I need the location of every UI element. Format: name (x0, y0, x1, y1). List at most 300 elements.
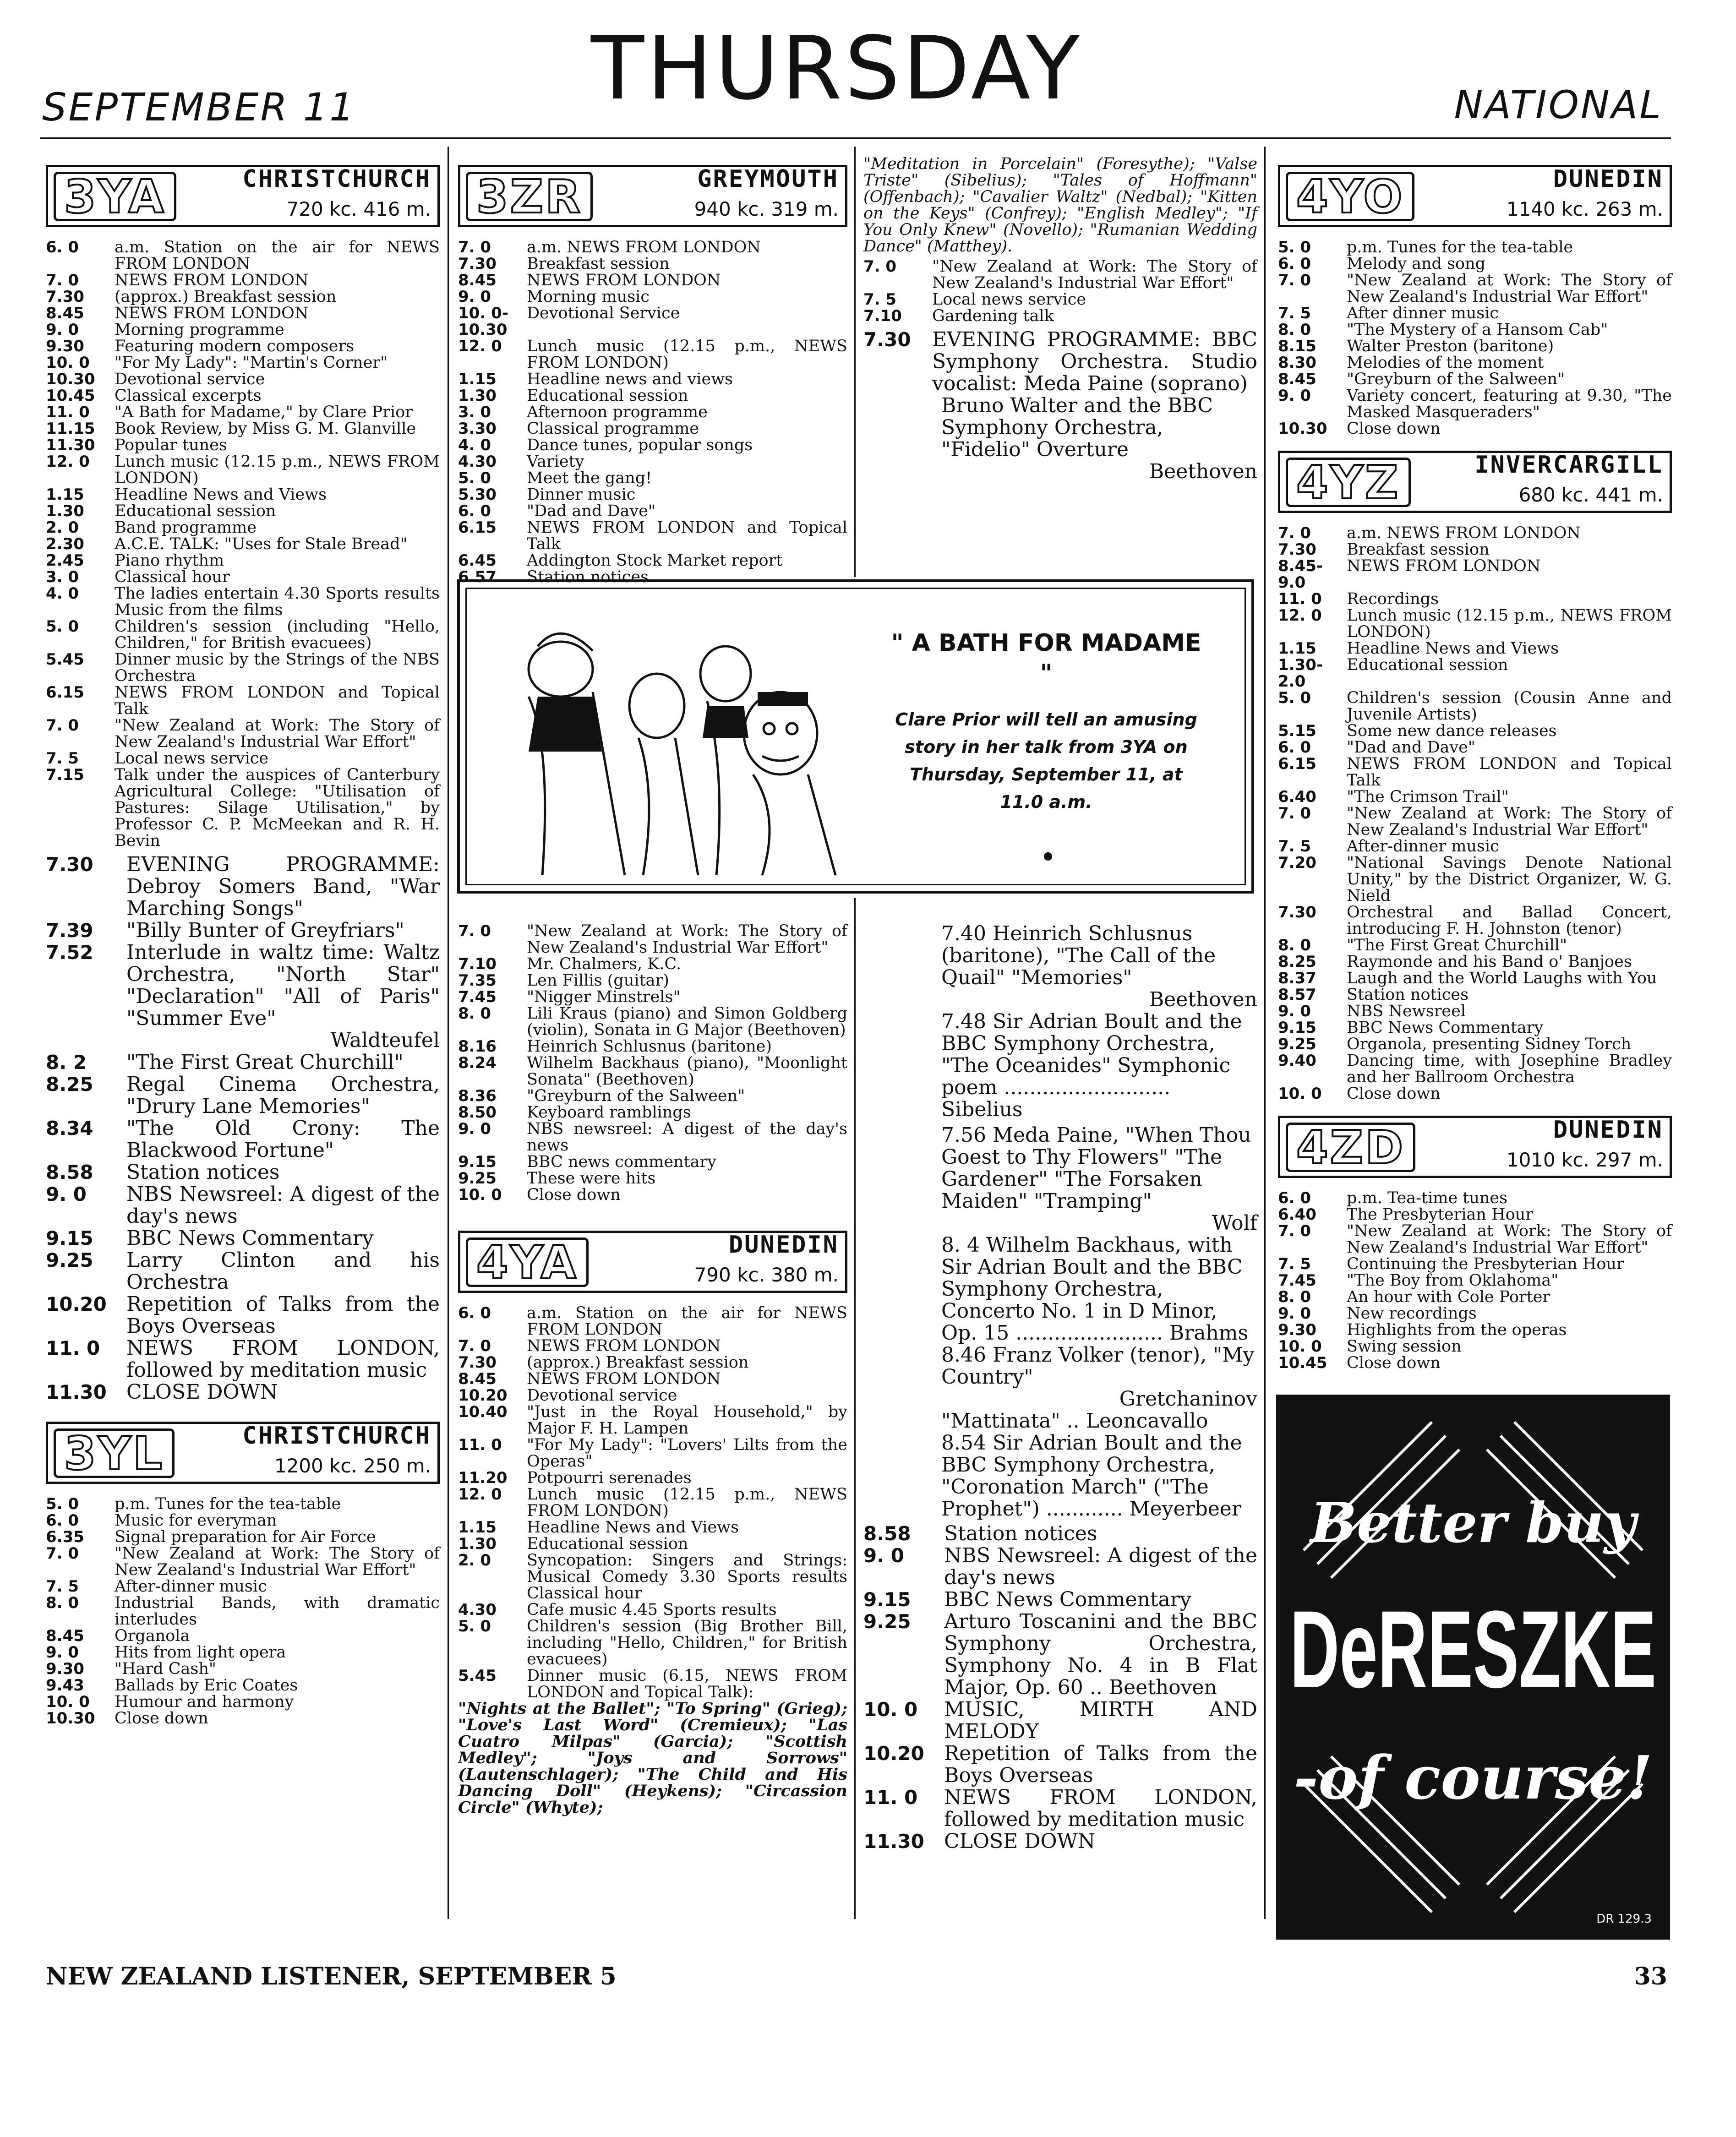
schedule-text: Station notices (126, 1161, 280, 1184)
schedule-text: Len Fillis (guitar) (527, 971, 669, 990)
schedule-text: Popular tunes (115, 436, 227, 454)
ad-brand: DeRESZKE (1289, 1587, 1657, 1711)
schedule-time: 11.30 (46, 1381, 107, 1403)
schedule-time: 7. 0 (46, 1544, 79, 1563)
schedule-list (1278, 525, 1672, 1102)
schedule-text: Morning music (527, 288, 650, 306)
schedule-text: "Nigger Minstrels" (527, 988, 681, 1006)
schedule-row (458, 1519, 847, 1536)
schedule-row (46, 404, 440, 420)
schedule-row (46, 1118, 440, 1161)
schedule-text: NEWS FROM LONDON (527, 271, 721, 289)
schedule-time: 8.24 (458, 1054, 497, 1072)
bullet-dot (1044, 852, 1052, 861)
schedule-row (46, 1677, 440, 1694)
schedule-time: 9. 0 (46, 1643, 79, 1662)
schedule-time: 6. 0 (458, 1304, 491, 1322)
schedule-time: 7.15 (46, 766, 84, 784)
schedule-time: 8.37 (1278, 969, 1316, 987)
schedule-time: 5. 0 (46, 1495, 79, 1513)
schedule-row (458, 256, 847, 272)
schedule-text: p.m. Tunes for the tea-table (115, 1495, 341, 1513)
schedule-text: Repetition of Talks from the Boys Overseas (126, 1292, 440, 1338)
station-header-4zd (1278, 1116, 1672, 1178)
schedule-text: "For My Lady": "Martin's Corner" (115, 354, 388, 372)
schedule-time: 8.58 (46, 1161, 93, 1183)
schedule-text: Mr. Chalmers, K.C. (527, 955, 682, 973)
schedule-row (46, 767, 440, 849)
schedule-row (1278, 322, 1672, 338)
schedule-time: 9. 0 (458, 288, 491, 306)
schedule-time: 8.45 (46, 1627, 84, 1645)
schedule-row (46, 437, 440, 453)
schedule-text: "The First Great Churchill" (1347, 936, 1567, 954)
schedule-row (1278, 904, 1672, 937)
schedule-time: 11.15 (46, 420, 95, 438)
station-header-4ya (458, 1231, 847, 1293)
programme-item: 7.40 Heinrich Schlusnus (baritone), "The Call of the Quail" "Memories" (941, 922, 1216, 989)
evening-schedule (46, 854, 440, 1403)
schedule-text: MUSIC, MIRTH AND MELODY (944, 1698, 1257, 1743)
station-header-4yz (1278, 451, 1672, 513)
schedule-row (46, 420, 440, 437)
header-rule (40, 137, 1671, 139)
schedule-row (458, 1338, 847, 1354)
schedule-row (1278, 805, 1672, 838)
schedule-time: 5. 0 (458, 1617, 491, 1635)
schedule-time: 8.25 (1278, 953, 1316, 971)
schedule-row (1278, 387, 1672, 420)
schedule-text: NEWS FROM LONDON (527, 1370, 721, 1388)
schedule-time: 4.30 (458, 452, 497, 471)
schedule-row (1278, 789, 1672, 805)
schedule-time: 5.15 (1278, 722, 1316, 740)
advertisement (1276, 1395, 1670, 1940)
schedule-row (458, 387, 847, 404)
composer: Gretchaninov (1119, 1387, 1257, 1411)
schedule-time: 7.30 (46, 288, 84, 306)
schedule-text: Organola (115, 1627, 190, 1645)
schedule-time: 9. 0 (1278, 1304, 1311, 1323)
schedule-row (458, 289, 847, 305)
station-header-3yl (46, 1422, 440, 1484)
schedule-text: "New Zealand at Work: The Story of New Zealand's Industrial War Effort" (1347, 1222, 1672, 1257)
schedule-row (1278, 1256, 1672, 1272)
schedule-time: 6.15 (46, 683, 84, 702)
schedule-row (46, 1545, 440, 1578)
schedule-row (458, 404, 847, 420)
schedule-time: 9.15 (458, 1153, 497, 1171)
schedule-row (1278, 756, 1672, 789)
station-city: INVERCARGILL (1474, 451, 1663, 479)
schedule-row (1278, 558, 1672, 591)
schedule-text: Headline News and Views (115, 485, 327, 504)
page-header (0, 0, 1736, 147)
schedule-row (458, 1055, 847, 1088)
schedule-text: Cafe music 4.45 Sports results (527, 1601, 777, 1619)
schedule-time: 10.30 (46, 1709, 95, 1728)
schedule-time: 11.20 (458, 1469, 508, 1487)
schedule-time: 7.30 (1278, 540, 1316, 559)
schedule-text: "National Savings Denote National Unity," by the District Organizer, W. G. Nield (1347, 854, 1672, 905)
schedule-list (458, 923, 847, 1203)
evening-programme: 7.30 EVENING PROGRAMME: BBC Symphony Orchestra. Studio vocalist: Meda Paine (soprano) Bruno Walter and the BBC Symphony Orchestra, "Fidelio" Overture Beethoven (863, 328, 1257, 483)
column-4ya (458, 923, 847, 1816)
ad-slogan: Better buy (1310, 1491, 1636, 1555)
programme-item: 7.56 Meda Paine, "When Thou Goest to Thy Flowers" "The Gardener" "The Forsaken Maiden" "Tramping" (941, 1123, 1251, 1213)
schedule-row (1278, 256, 1672, 272)
schedule-row (46, 585, 440, 618)
schedule-row (46, 1183, 440, 1227)
schedule-text: Devotional service (527, 1386, 677, 1405)
schedule-text: NBS Newsreel: A digest of the day's news (126, 1183, 440, 1228)
schedule-row (863, 1699, 1257, 1743)
schedule-row (1278, 723, 1672, 739)
schedule-time: 7.45 (458, 988, 497, 1006)
schedule-text: After-dinner music (115, 1577, 267, 1596)
schedule-row (46, 1337, 440, 1381)
schedule-text: An hour with Cole Porter (1347, 1288, 1550, 1306)
schedule-time: 10.30 (1278, 420, 1327, 438)
schedule-time: 5. 0 (46, 617, 79, 636)
schedule-time: 8.45 (458, 271, 497, 289)
schedule-time: 7.39 (46, 919, 93, 942)
station-callsign: 4YA (466, 1237, 589, 1287)
schedule-time: 12. 0 (1278, 606, 1322, 625)
schedule-row (46, 239, 440, 272)
schedule-time: 6. 0 (1278, 255, 1311, 273)
column-divider (854, 147, 856, 577)
schedule-text: Interlude in waltz time: Waltz Orchestra, "North Star" "Declaration" "All of Paris" "Summer Eve" (126, 941, 440, 1030)
schedule-time: 7. 0 (458, 1337, 491, 1355)
schedule-time: 4.30 (458, 1601, 497, 1619)
schedule-list (46, 1496, 440, 1727)
schedule-text: Regal Cinema Orchestra, "Drury Lane Memories" (126, 1073, 440, 1118)
schedule-time: 7. 0 (863, 257, 897, 276)
schedule-text: After dinner music (1347, 304, 1499, 322)
schedule-row (1278, 1289, 1672, 1305)
schedule-time: 12. 0 (46, 452, 90, 471)
station-frequency: 940 kc. 319 m. (694, 198, 839, 220)
schedule-text: Educational session (115, 502, 276, 520)
schedule-text: "Dad and Dave" (527, 502, 656, 520)
schedule-text: Lili Kraus (piano) and Simon Goldberg (violin), Sonata in G Major (Beethoven) (527, 1004, 847, 1039)
column-dunedin (1278, 165, 1672, 1371)
schedule-time: 11. 0 (1278, 590, 1322, 608)
schedule-time: 7.30 (458, 1353, 497, 1372)
schedule-row (863, 258, 1257, 291)
schedule-time: 7.45 (1278, 1271, 1316, 1290)
schedule-time: 9. 0 (1278, 1002, 1311, 1020)
schedule-time: 5.30 (458, 485, 497, 504)
schedule-text: NEWS FROM LONDON (1347, 557, 1541, 575)
schedule-text: Dinner music (6.15, NEWS FROM LONDON and Topical Talk): (527, 1667, 847, 1701)
schedule-list (46, 239, 440, 849)
schedule-text: Piano rhythm (115, 551, 224, 570)
schedule-text: Breakfast session (527, 255, 670, 273)
schedule-text: Band programme (115, 518, 257, 537)
programme-item: 8.54 Sir Adrian Boult and the BBC Symphony Orchestra, "Coronation March" ("The Prophet") ............ Meyerbeer (941, 1431, 1242, 1521)
schedule-time: 8.30 (1278, 354, 1316, 372)
header-day: THURSDAY (591, 18, 1082, 119)
schedule-row (1278, 970, 1672, 987)
schedule-time: 7. 5 (1278, 837, 1311, 856)
schedule-text: Close down (1347, 420, 1441, 438)
schedule-row (1278, 855, 1672, 904)
schedule-text: p.m. Tea-time tunes (1347, 1189, 1508, 1207)
schedule-time: 10.45 (1278, 1354, 1327, 1372)
station-city: DUNEDIN (1553, 1116, 1663, 1144)
schedule-list (458, 239, 847, 585)
schedule-text: Station notices (527, 568, 649, 586)
schedule-text: a.m. NEWS FROM LONDON (527, 238, 761, 256)
schedule-time: 6.57 (458, 568, 497, 586)
schedule-row (1278, 1052, 1672, 1085)
column-divider (1264, 147, 1266, 1919)
schedule-row (1278, 1019, 1672, 1036)
schedule-time: 2. 0 (458, 1551, 491, 1570)
schedule-list (863, 1523, 1257, 1853)
composer: Beethoven (1149, 460, 1257, 483)
schedule-row (46, 651, 440, 684)
schedule-row (1278, 1206, 1672, 1223)
schedule-text: Humour and harmony (115, 1693, 294, 1711)
schedule-text: Breakfast session (1347, 540, 1490, 559)
schedule-text: Featuring modern composers (115, 337, 355, 355)
programme-item: Bruno Walter and the BBC Symphony Orchestra, "Fidelio" Overture (941, 394, 1213, 461)
schedule-row (46, 1227, 440, 1249)
station-frequency: 1200 kc. 250 m. (274, 1455, 431, 1477)
station-city: GREYMOUTH (697, 165, 839, 193)
schedule-text: Variety concert, featuring at 9.30, "The Masked Masqueraders" (1347, 387, 1672, 421)
schedule-text: Variety (527, 452, 584, 471)
schedule-time: 6. 0 (1278, 1189, 1311, 1207)
header-date: SEPTEMBER 11 (42, 85, 356, 130)
schedule-time: 8.36 (458, 1087, 497, 1105)
schedule-row (46, 1694, 440, 1710)
schedule-text: "The Boy from Oklahoma" (1347, 1271, 1559, 1290)
schedule-text: Afternoon programme (527, 403, 708, 421)
schedule-text: Close down (1347, 1085, 1441, 1103)
schedule-row (1278, 420, 1672, 437)
station-city: DUNEDIN (1553, 165, 1663, 193)
schedule-time: 5.45 (46, 650, 84, 669)
schedule-time: 10. 0 (46, 354, 90, 372)
promo-box (457, 579, 1254, 894)
schedule-time: 1.30-2.0 (1278, 656, 1323, 691)
schedule-row (1278, 338, 1672, 354)
schedule-time: 7.20 (1278, 854, 1316, 872)
header-network: NATIONAL (1454, 82, 1663, 127)
schedule-time: 8.45 (1278, 370, 1316, 388)
schedule-time: 9.25 (458, 1169, 497, 1188)
station-header-3ya (46, 165, 440, 227)
schedule-time: 7. 0 (1278, 271, 1311, 289)
schedule-time: 9.30 (46, 1660, 84, 1678)
schedule-time: 7.30 (1278, 903, 1316, 921)
schedule-text: "The Crimson Trail" (1347, 788, 1509, 806)
schedule-time: 7.52 (46, 941, 93, 964)
schedule-row (863, 1611, 1257, 1699)
schedule-time: 8. 0 (1278, 321, 1311, 339)
schedule-time: 2.30 (46, 535, 84, 553)
schedule-text: Raymonde and his Band o' Banjoes (1347, 953, 1632, 971)
schedule-time: 6. 0 (458, 502, 491, 520)
schedule-row (1278, 371, 1672, 387)
schedule-text: NEWS FROM LONDON and Topical Talk (527, 518, 847, 553)
schedule-time: 7. 0 (458, 238, 491, 256)
ad-tagline: -of course! (1294, 1743, 1653, 1813)
schedule-row (458, 1536, 847, 1552)
schedule-row (1278, 987, 1672, 1003)
schedule-time: 9.25 (863, 1610, 911, 1633)
schedule-time: 11.30 (46, 436, 95, 454)
schedule-text: Heinrich Schlusnus (baritone) (527, 1037, 772, 1056)
schedule-row (1278, 354, 1672, 371)
schedule-row (1278, 838, 1672, 855)
schedule-time: 1.15 (46, 485, 84, 504)
schedule-time: 10.45 (46, 387, 95, 405)
schedule-row (46, 519, 440, 536)
schedule-time: 1.30 (458, 387, 497, 405)
schedule-row (46, 486, 440, 503)
schedule-text: "New Zealand at Work: The Story of New Zealand's Industrial War Effort" (932, 257, 1257, 292)
schedule-time: 9.30 (1278, 1321, 1316, 1339)
schedule-row (863, 1545, 1257, 1589)
schedule-text: "Just in the Royal Household," by Major F. H. Lampen (527, 1403, 847, 1438)
schedule-row (458, 1470, 847, 1486)
schedule-text: "Billy Bunter of Greyfriars" (126, 919, 404, 942)
schedule-text: Devotional service (115, 370, 265, 388)
schedule-row (46, 569, 440, 585)
schedule-row (1278, 640, 1672, 657)
schedule-time: 10. 0 (1278, 1085, 1322, 1103)
schedule-text: "New Zealand at Work: The Story of New Zealand's Industrial War Effort" (1347, 804, 1672, 839)
schedule-text: BBC News Commentary (944, 1588, 1191, 1611)
schedule-row (458, 1486, 847, 1519)
schedule-time: 4. 0 (458, 436, 491, 454)
schedule-time: 8. 0 (1278, 936, 1311, 954)
promo-text: Clare Prior will tell an amusing story in her talk from 3YA on Thursday, September 11, at 11.0 a.m. (895, 709, 1197, 812)
schedule-time: 6. 0 (1278, 738, 1311, 757)
column-3zr (458, 165, 847, 585)
schedule-row (458, 1038, 847, 1055)
schedule-time: 2. 0 (46, 518, 79, 537)
schedule-text: Hits from light opera (115, 1643, 286, 1662)
schedule-row (458, 956, 847, 972)
schedule-time: 7. 0 (1278, 804, 1311, 823)
evening-programme-title: EVENING PROGRAMME: BBC Symphony Orchestra. Studio vocalist: Meda Paine (soprano) (932, 328, 1257, 395)
schedule-time: 10. 0 (1278, 1337, 1322, 1356)
schedule-row (458, 1121, 847, 1154)
schedule-text: Lunch music (12.15 p.m., NEWS FROM LONDON) (1347, 606, 1672, 641)
column-4ya-evening (863, 923, 1257, 1853)
schedule-text: Arturo Toscanini and the BBC Symphony Orchestra, Symphony No. 4 in B Flat Major, Op. 60 .. Beethoven (944, 1610, 1257, 1699)
schedule-text: Meet the gang! (527, 469, 652, 487)
schedule-time: 8. 2 (46, 1051, 87, 1074)
schedule-time: 11.30 (863, 1830, 924, 1853)
schedule-row (458, 1154, 847, 1170)
schedule-time: 2.45 (46, 551, 84, 570)
schedule-row (1278, 657, 1672, 690)
schedule-text: BBC News Commentary (1347, 1019, 1544, 1037)
schedule-row (46, 1661, 440, 1677)
schedule-time: 6. 0 (46, 238, 79, 256)
schedule-text: p.m. Tunes for the tea-table (1347, 238, 1573, 256)
schedule-text: Organola, presenting Sidney Torch (1347, 1035, 1632, 1053)
schedule-time: 11. 0 (458, 1436, 502, 1454)
station-city: DUNEDIN (728, 1231, 839, 1259)
schedule-row (46, 1644, 440, 1661)
schedule-row (458, 503, 847, 519)
schedule-time: 10. 0 (46, 1693, 90, 1711)
schedule-text: NEWS FROM LONDON and Topical Talk (1347, 755, 1672, 790)
schedule-text: "New Zealand at Work: The Story of New Zealand's Industrial War Effort" (115, 716, 440, 751)
schedule-text: Headline News and Views (1347, 639, 1559, 658)
schedule-text: NEWS FROM LONDON (115, 271, 309, 289)
cartoon-illustration (487, 600, 863, 884)
schedule-list (1278, 239, 1672, 437)
schedule-row (458, 437, 847, 453)
schedule-text: NBS newsreel: A digest of the day's news (527, 1120, 847, 1155)
schedule-text: Book Review, by Miss G. M. Glanville (115, 420, 416, 438)
schedule-text: After-dinner music (1347, 837, 1499, 856)
schedule-row (46, 717, 440, 750)
schedule-row (1278, 1036, 1672, 1052)
schedule-row (458, 453, 847, 470)
schedule-row (458, 923, 847, 956)
schedule-row (46, 453, 440, 486)
schedule-text: Morning programme (115, 321, 284, 339)
schedule-time: 7. 0 (1278, 1222, 1311, 1240)
schedule-text: "New Zealand at Work: The Story of New Zealand's Industrial War Effort" (1347, 271, 1672, 306)
schedule-text: "New Zealand at Work: The Story of New Zealand's Industrial War Effort" (115, 1544, 440, 1579)
schedule-time: 10.30 (46, 370, 95, 388)
composer: Wolf (1212, 1211, 1257, 1235)
schedule-row (46, 387, 440, 404)
schedule-text: A.C.E. TALK: "Uses for Stale Bread" (115, 535, 408, 553)
schedule-time: 10. 0 (458, 1186, 502, 1204)
schedule-time: 9.25 (1278, 1035, 1316, 1053)
schedule-row (46, 1293, 440, 1337)
schedule-text: Headline news and views (527, 370, 733, 388)
schedule-row (863, 1831, 1257, 1853)
schedule-text: Lunch music (12.15 p.m., NEWS FROM LONDON) (527, 337, 847, 372)
schedule-row (458, 1371, 847, 1387)
page-number: 33 (1634, 1963, 1667, 1990)
schedule-text: "For My Lady": "Lovers' Lilts from the Operas" (527, 1436, 847, 1471)
schedule-time: 11. 0 (46, 403, 90, 421)
schedule-time: 10.20 (863, 1742, 924, 1765)
schedule-time: 6.35 (46, 1528, 84, 1546)
column-divider (854, 898, 856, 1919)
schedule-text: Waldteufel (330, 1029, 440, 1052)
schedule-text: Children's session (including "Hello, Children," for British evacuees) (115, 617, 440, 652)
schedule-time: 7. 5 (46, 749, 79, 768)
schedule-row (1278, 1322, 1672, 1338)
station-city: CHRISTCHURCH (242, 165, 431, 193)
schedule-text: Classical programme (527, 420, 699, 438)
schedule-row (1278, 1223, 1672, 1256)
schedule-text: Dancing time, with Josephine Bradley and her Ballroom Orchestra (1347, 1052, 1672, 1086)
schedule-time: 5. 0 (458, 469, 491, 487)
column-3ya (46, 165, 440, 1727)
programme-item: 7.48 Sir Adrian Boult and the BBC Symphony Orchestra, "The Oceanides" Symphonic poem .......................... Sibelius (941, 1010, 1242, 1121)
schedule-text: "Greyburn of the Salween" (1347, 370, 1565, 388)
schedule-row (458, 1668, 847, 1701)
dinner-music-list: "Nights at the Ballet"; "To Spring" (Grieg); "Love's Last Word" (Cremieux); "Las Cuatro Milpas" (Garcia); "Scottish Medley"; "Joys and Sorrows" (Lautenschlager); "The Child and His Dancing Doll" (Heykens); "Circassion Circle" (Whyte); (458, 1699, 847, 1817)
ad-code: DR 129.3 (1596, 1912, 1652, 1926)
